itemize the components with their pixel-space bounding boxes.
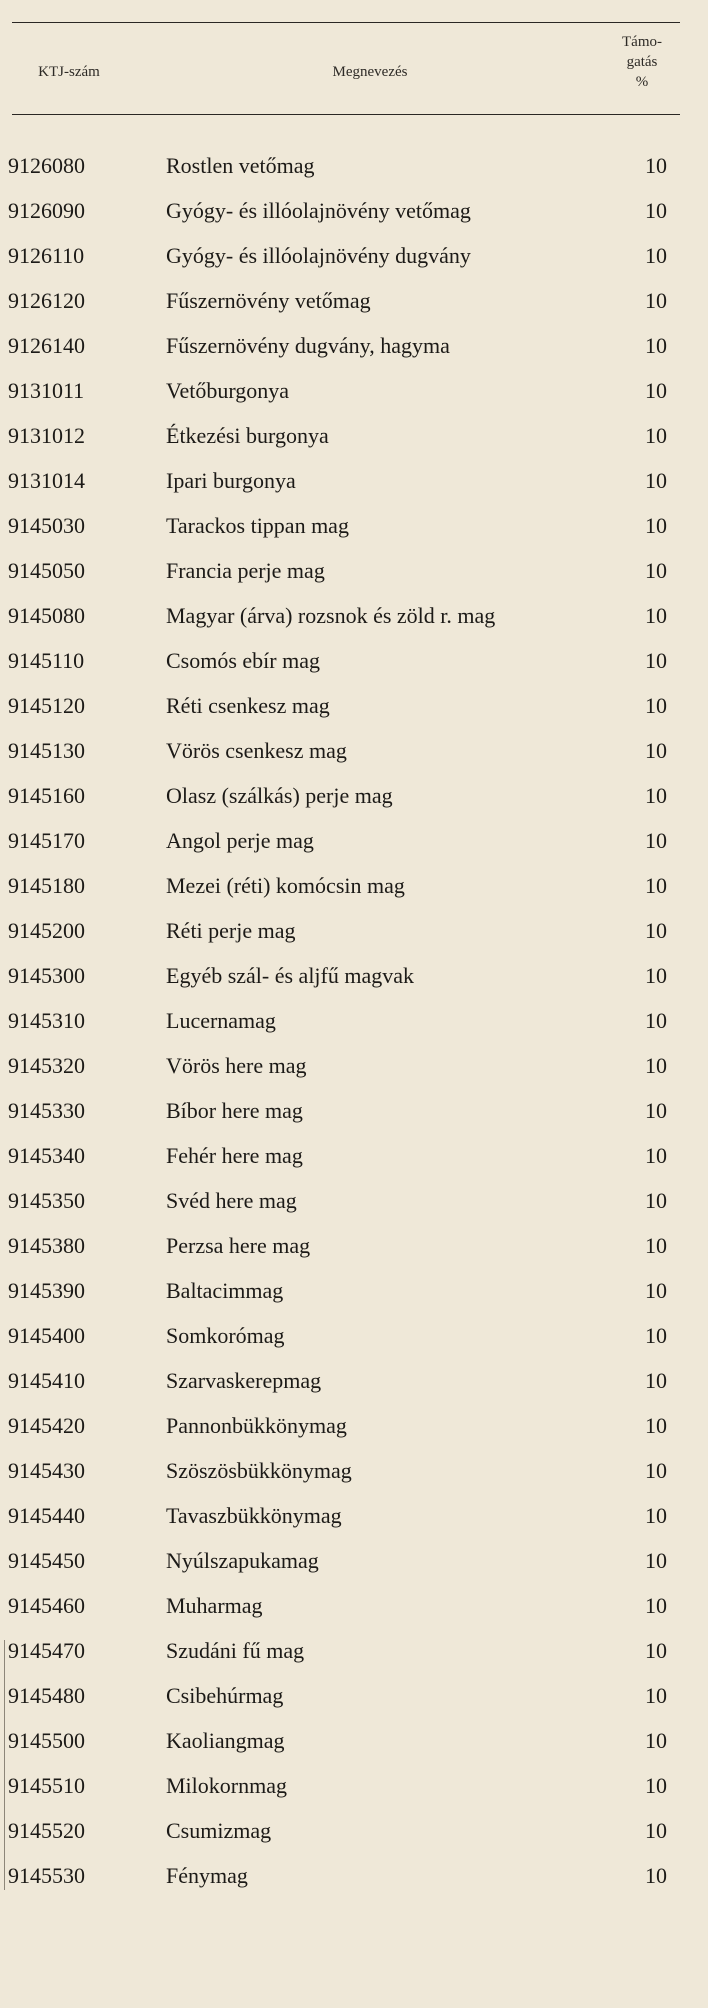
- row-name: Gyógy- és illóolajnövény dugvány: [166, 243, 471, 268]
- row-name: Fűszernövény vetőmag: [166, 288, 371, 313]
- table-row: [0, 1228, 708, 1273]
- row-code: 9145420: [8, 1413, 85, 1438]
- row-percent: 10: [645, 1413, 667, 1438]
- row-code: 9145050: [8, 558, 85, 583]
- row-name: Vörös here mag: [166, 1053, 307, 1078]
- row-percent: 10: [645, 1638, 667, 1663]
- row-percent: 10: [645, 648, 667, 673]
- row-code: 9131011: [8, 378, 85, 403]
- row-name: Fénymag: [166, 1863, 248, 1888]
- row-name: Gyógy- és illóolajnövény vetőmag: [166, 198, 471, 223]
- table-row: [0, 553, 708, 598]
- row-name: Szarvaskerepmag: [166, 1368, 322, 1393]
- row-code: 9145480: [8, 1683, 85, 1708]
- row-name: Vetőburgonya: [166, 378, 290, 403]
- row-name: Csomós ebír mag: [166, 648, 320, 673]
- row-name: Angol perje mag: [166, 828, 314, 853]
- row-percent: 10: [645, 288, 667, 313]
- table-row: [0, 1048, 708, 1093]
- row-code: 9145440: [8, 1503, 85, 1528]
- row-name: Csibehúrmag: [166, 1683, 284, 1708]
- row-code: 9145520: [8, 1818, 85, 1843]
- row-code: 9145130: [8, 738, 85, 763]
- row-percent: 10: [645, 198, 667, 223]
- table-row: [0, 688, 708, 733]
- table-row: [0, 508, 708, 553]
- table-row: [0, 868, 708, 913]
- table-row: [0, 733, 708, 778]
- row-name: Perzsa here mag: [166, 1233, 311, 1258]
- row-code: 9145170: [8, 828, 85, 853]
- row-percent: 10: [645, 513, 667, 538]
- row-percent: 10: [645, 1098, 667, 1123]
- row-code: 9145430: [8, 1458, 85, 1483]
- row-name: Muharmag: [166, 1593, 263, 1618]
- row-percent: 10: [645, 1143, 667, 1168]
- row-percent: 10: [645, 1818, 667, 1843]
- row-code: 9126110: [8, 243, 85, 268]
- table-row: [0, 778, 708, 823]
- row-name: Egyéb szál- és aljfű magvak: [166, 963, 415, 988]
- row-percent: 10: [645, 1233, 667, 1258]
- table-row: [0, 1408, 708, 1453]
- row-code: 9145470: [8, 1638, 85, 1663]
- row-name: Francia perje mag: [166, 558, 325, 583]
- row-code: 9126120: [8, 288, 85, 313]
- row-percent: 10: [645, 1683, 667, 1708]
- row-name: Pannonbükkönymag: [166, 1413, 347, 1438]
- row-percent: 10: [645, 1278, 667, 1303]
- table-row: [0, 1678, 708, 1723]
- row-percent: 10: [645, 1053, 667, 1078]
- row-code: 9145510: [8, 1773, 85, 1798]
- top-rule: [12, 22, 680, 23]
- row-code: 9145460: [8, 1593, 85, 1618]
- row-percent: 10: [645, 783, 667, 808]
- row-code: 9145330: [8, 1098, 85, 1123]
- row-percent: 10: [645, 963, 667, 988]
- header-percent: [612, 32, 672, 92]
- table-row: [0, 1543, 708, 1588]
- row-name: Lucernamag: [166, 1008, 276, 1033]
- table-row: [0, 1813, 708, 1858]
- row-code: 9145390: [8, 1278, 85, 1303]
- table-row: [0, 373, 708, 418]
- row-code: 9145450: [8, 1548, 85, 1573]
- row-code: 9145180: [8, 873, 85, 898]
- row-percent: 10: [645, 1368, 667, 1393]
- table-row: [0, 1858, 708, 1903]
- table-row: [0, 193, 708, 238]
- header-name: Megnevezés: [332, 64, 408, 80]
- table-row: [0, 148, 708, 193]
- table-row: [0, 1183, 708, 1228]
- row-code: 9145110: [8, 648, 85, 673]
- row-name: Csumizmag: [166, 1818, 272, 1843]
- table-row: [0, 463, 708, 508]
- row-name: Fűszernövény dugvány, hagyma: [166, 333, 450, 358]
- row-name: Magyar (árva) rozsnok és zöld r. mag: [166, 603, 496, 628]
- row-name: Svéd here mag: [166, 1188, 297, 1213]
- row-percent: 10: [645, 1008, 667, 1033]
- row-name: Somkorómag: [166, 1323, 285, 1348]
- row-code: 9145080: [8, 603, 85, 628]
- table-body: [0, 148, 708, 1903]
- table-row: [0, 1318, 708, 1363]
- table-row: [0, 1273, 708, 1318]
- table-row: [0, 1633, 708, 1678]
- table-row: [0, 823, 708, 868]
- row-percent: 10: [645, 738, 667, 763]
- table-row: [0, 1453, 708, 1498]
- row-code: 9145310: [8, 1008, 85, 1033]
- row-name: Milokornmag: [166, 1773, 287, 1798]
- header-rule: [12, 114, 680, 115]
- table-row: [0, 238, 708, 283]
- table-row: [0, 1588, 708, 1633]
- row-code: 9145300: [8, 963, 85, 988]
- row-code: 9145410: [8, 1368, 85, 1393]
- table-row: [0, 1138, 708, 1183]
- table-row: [0, 283, 708, 328]
- row-name: Tavaszbükkönymag: [166, 1503, 342, 1528]
- row-percent: 10: [645, 1773, 667, 1798]
- row-name: Tarackos tippan mag: [166, 513, 349, 538]
- row-code: 9145400: [8, 1323, 85, 1348]
- row-percent: 10: [645, 1728, 667, 1753]
- row-name: Ipari burgonya: [166, 468, 296, 493]
- row-code: 9145160: [8, 783, 85, 808]
- row-percent: 10: [645, 1458, 667, 1483]
- row-name: Olasz (szálkás) perje mag: [166, 783, 393, 808]
- header-percent-line3: %: [635, 74, 649, 90]
- row-code: 9145120: [8, 693, 85, 718]
- row-name: Vörös csenkesz mag: [166, 738, 347, 763]
- row-percent: 10: [645, 378, 667, 403]
- table-row: [0, 1363, 708, 1408]
- table-row: [0, 913, 708, 958]
- table-row: [0, 1093, 708, 1138]
- row-name: Szöszösbükkönymag: [166, 1458, 352, 1483]
- row-percent: 10: [645, 603, 667, 628]
- table-row: [0, 1003, 708, 1048]
- row-name: Rostlen vetőmag: [166, 153, 315, 178]
- row-percent: 10: [645, 333, 667, 358]
- row-code: 9145350: [8, 1188, 85, 1213]
- row-code: 9126140: [8, 333, 85, 358]
- header-code: KTJ-szám: [38, 64, 100, 80]
- row-name: Étkezési burgonya: [166, 423, 329, 448]
- row-percent: 10: [645, 873, 667, 898]
- row-name: Fehér here mag: [166, 1143, 303, 1168]
- row-name: Réti perje mag: [166, 918, 296, 943]
- table-row: [0, 1723, 708, 1768]
- row-percent: 10: [645, 693, 667, 718]
- row-percent: 10: [645, 423, 667, 448]
- row-code: 9145320: [8, 1053, 85, 1078]
- row-percent: 10: [645, 1593, 667, 1618]
- row-code: 9145030: [8, 513, 85, 538]
- row-percent: 10: [645, 243, 667, 268]
- row-percent: 10: [645, 1188, 667, 1213]
- row-percent: 10: [645, 1863, 667, 1888]
- table-row: [0, 328, 708, 373]
- left-margin-line: [4, 1640, 5, 1890]
- row-code: 9126090: [8, 198, 85, 223]
- row-name: Réti csenkesz mag: [166, 693, 330, 718]
- row-percent: 10: [645, 468, 667, 493]
- row-code: 9126080: [8, 153, 85, 178]
- table-row: [0, 643, 708, 688]
- row-code: 9145340: [8, 1143, 85, 1168]
- row-code: 9145200: [8, 918, 85, 943]
- row-percent: 10: [645, 1503, 667, 1528]
- row-percent: 10: [645, 918, 667, 943]
- header-percent-line1: Támo-: [622, 34, 662, 50]
- table-row: [0, 1768, 708, 1813]
- row-code: 9131014: [8, 468, 85, 493]
- row-code: 9145380: [8, 1233, 85, 1258]
- row-name: Nyúlszapukamag: [166, 1548, 319, 1573]
- row-code: 9145500: [8, 1728, 85, 1753]
- row-name: Baltacimmag: [166, 1278, 284, 1303]
- row-percent: 10: [645, 153, 667, 178]
- table-row: [0, 958, 708, 1003]
- row-code: 9131012: [8, 423, 85, 448]
- table-row: [0, 598, 708, 643]
- row-percent: 10: [645, 1323, 667, 1348]
- table-row: [0, 418, 708, 463]
- row-percent: 10: [645, 1548, 667, 1573]
- table-row: [0, 1498, 708, 1543]
- row-name: Bíbor here mag: [166, 1098, 303, 1123]
- row-percent: 10: [645, 828, 667, 853]
- row-name: Szudáni fű mag: [166, 1638, 305, 1663]
- row-name: Kaoliangmag: [166, 1728, 285, 1753]
- row-name: Mezei (réti) komócsin mag: [166, 873, 405, 898]
- row-percent: 10: [645, 558, 667, 583]
- row-code: 9145530: [8, 1863, 85, 1888]
- header-percent-line2: gatás: [626, 54, 658, 70]
